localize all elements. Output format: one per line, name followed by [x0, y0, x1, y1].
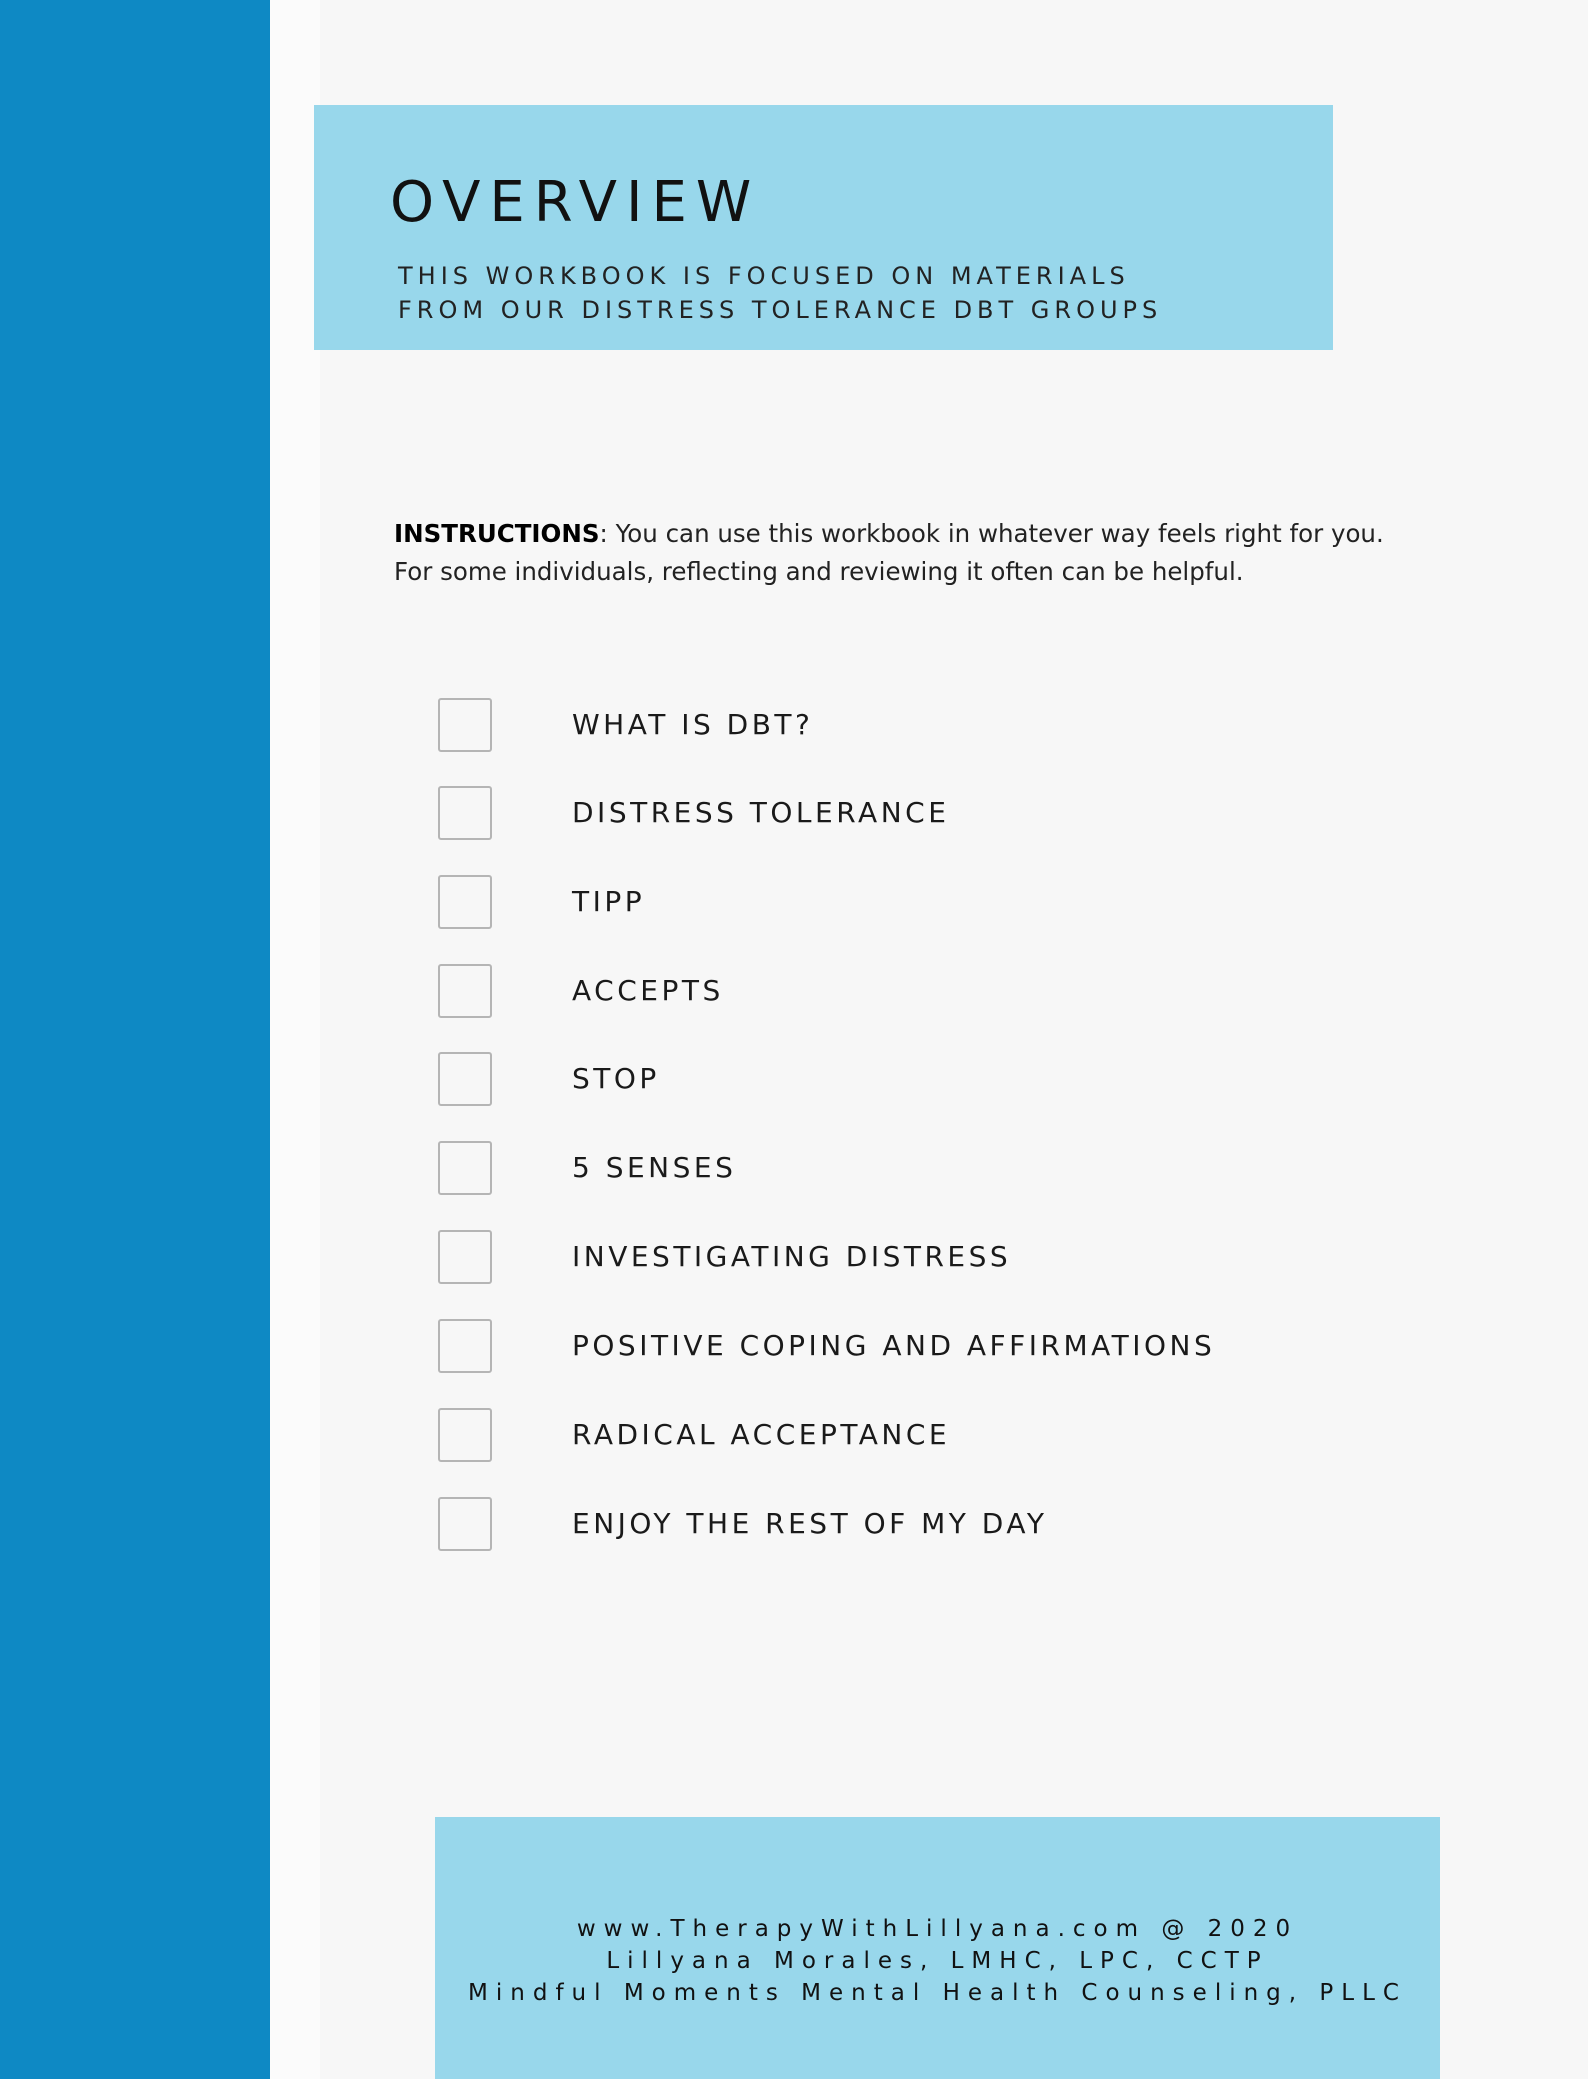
- instructions-label: INSTRUCTIONS: [394, 518, 600, 548]
- footer-practice: Mindful Moments Mental Health Counseling, PLLC: [468, 1980, 1407, 2006]
- header-banner: [314, 105, 1333, 350]
- checklist-item-label: 5 SENSES: [572, 1151, 737, 1184]
- instructions-text: : You can use this workbook in whatever way feels right for you. For some individuals, reflecting and reviewing it often can be helpful.: [394, 518, 1384, 586]
- checkbox[interactable]: [438, 875, 492, 929]
- checklist-item-label: POSITIVE COPING AND AFFIRMATIONS: [572, 1329, 1216, 1362]
- checklist-item-label: DISTRESS TOLERANCE: [572, 796, 950, 829]
- checklist-item[interactable]: [438, 964, 1538, 1022]
- checklist-item-label: STOP: [572, 1062, 660, 1095]
- subtitle-line-2: FROM OUR DISTRESS TOLERANCE DBT GROUPS: [398, 296, 1163, 324]
- sidebar-gap: [270, 0, 320, 2079]
- checkbox[interactable]: [438, 1408, 492, 1462]
- checkbox[interactable]: [438, 1319, 492, 1373]
- checklist-item-label: RADICAL ACCEPTANCE: [572, 1418, 951, 1451]
- sidebar-band: [0, 0, 270, 2079]
- footer-author: Lillyana Morales, LMHC, LPC, CCTP: [606, 1948, 1269, 1974]
- instructions-paragraph: [394, 515, 1404, 591]
- footer-banner: [435, 1817, 1440, 2079]
- checklist-item[interactable]: [438, 786, 1538, 844]
- checklist-item-label: TIPP: [572, 885, 646, 918]
- checkbox[interactable]: [438, 1230, 492, 1284]
- checklist-item-label: INVESTIGATING DISTRESS: [572, 1240, 1012, 1273]
- checklist-item[interactable]: [438, 1497, 1538, 1555]
- checklist-item-label: WHAT IS DBT?: [572, 708, 814, 741]
- checklist-item[interactable]: [438, 875, 1538, 933]
- page-title: OVERVIEW: [390, 170, 761, 235]
- checklist-item[interactable]: [438, 1230, 1538, 1288]
- footer-website: www.TherapyWithLillyana.com @ 2020: [576, 1916, 1299, 1942]
- checkbox[interactable]: [438, 698, 492, 752]
- subtitle-line-1: THIS WORKBOOK IS FOCUSED ON MATERIALS: [398, 262, 1130, 290]
- footer-credits: [435, 1913, 1440, 2009]
- checklist-item-label: ENJOY THE REST OF MY DAY: [572, 1507, 1048, 1540]
- checkbox[interactable]: [438, 1052, 492, 1106]
- checkbox[interactable]: [438, 786, 492, 840]
- checklist-item[interactable]: [438, 1408, 1538, 1466]
- checkbox[interactable]: [438, 1497, 492, 1551]
- page-subtitle: [398, 259, 1162, 327]
- checklist-item[interactable]: [438, 1319, 1538, 1377]
- checklist-item[interactable]: [438, 698, 1538, 756]
- checklist-item[interactable]: [438, 1052, 1538, 1110]
- checklist-item[interactable]: [438, 1141, 1538, 1199]
- checklist-item-label: ACCEPTS: [572, 974, 724, 1007]
- checkbox[interactable]: [438, 1141, 492, 1195]
- checkbox[interactable]: [438, 964, 492, 1018]
